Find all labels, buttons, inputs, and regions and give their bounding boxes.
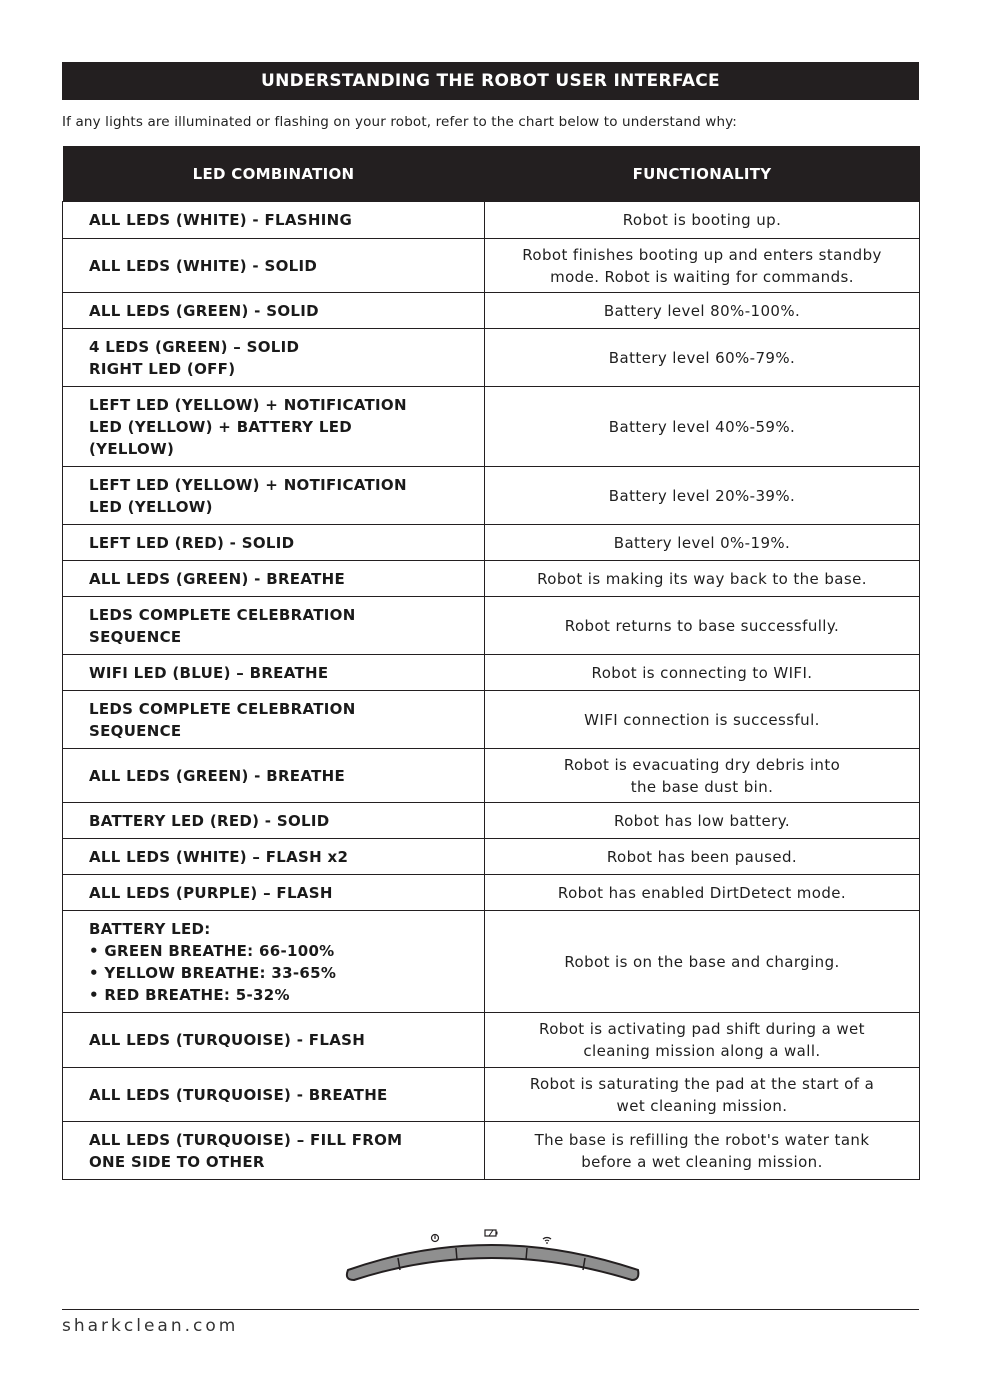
functionality-line: Robot is connecting to WIFI. <box>591 663 813 682</box>
led-combination-line: • RED BREATHE: 5-32% <box>89 985 290 1004</box>
led-combination-cell <box>63 655 485 691</box>
functionality-cell <box>485 561 920 597</box>
led-combination-line: • GREEN BREATHE: 66-100% <box>89 941 335 960</box>
functionality-cell <box>485 803 920 839</box>
functionality-cell <box>485 691 920 749</box>
bumper-led-strip <box>347 1245 639 1280</box>
led-combination-line: ONE SIDE TO OTHER <box>89 1152 265 1171</box>
functionality-line: Robot has low battery. <box>613 811 791 830</box>
functionality-line: Robot has enabled DirtDetect mode. <box>557 883 847 902</box>
functionality-cell <box>485 525 920 561</box>
functionality-cell <box>485 202 920 239</box>
led-combination-line: RIGHT LED (OFF) <box>89 359 236 378</box>
functionality-cell <box>485 655 920 691</box>
led-combination-cell <box>63 561 485 597</box>
wifi-icon <box>543 1237 551 1243</box>
led-combination-cell <box>63 803 485 839</box>
led-combination-cell <box>63 1013 485 1068</box>
table-row <box>63 1068 920 1122</box>
led-combination-line: ALL LEDS (GREEN) - SOLID <box>89 301 319 320</box>
functionality-line: mode. Robot is waiting for commands. <box>550 267 854 286</box>
functionality-line: Robot is activating pad shift during a wet <box>539 1020 865 1038</box>
functionality-cell <box>485 1068 920 1122</box>
functionality-line: WIFI connection is successful. <box>584 710 820 729</box>
functionality-cell <box>485 597 920 655</box>
led-combination-line: ALL LEDS (TURQUOISE) – FILL FROM <box>89 1130 403 1149</box>
functionality-line: Robot has been paused. <box>606 847 798 866</box>
led-combination-cell <box>63 293 485 329</box>
functionality-cell <box>485 839 920 875</box>
table-row <box>63 655 920 691</box>
column-header-functionality: FUNCTIONALITY <box>485 146 920 202</box>
functionality-cell <box>485 1013 920 1068</box>
intro-text: If any lights are illuminated or flashing on your robot, refer to the chart below to understand why: <box>62 114 738 130</box>
led-combination-line: BATTERY LED (RED) - SOLID <box>89 811 330 830</box>
functionality-line: Robot is saturating the pad at the start of a <box>529 1074 875 1093</box>
led-combination-cell <box>63 525 485 561</box>
led-combination-cell <box>63 202 485 239</box>
functionality-line: Robot is making its way back to the base. <box>537 569 867 588</box>
column-header-led-combination: LED COMBINATION <box>63 146 485 202</box>
functionality-cell <box>485 875 920 911</box>
table-row <box>63 387 920 467</box>
table-row <box>63 467 920 525</box>
led-combination-line: SEQUENCE <box>89 721 182 740</box>
functionality-line: Robot is evacuating dry debris into <box>563 755 841 774</box>
footer-divider <box>62 1309 919 1310</box>
functionality-line: Robot finishes booting up and enters standby <box>522 245 882 264</box>
functionality-cell <box>485 329 920 387</box>
led-combination-line: ALL LEDS (GREEN) - BREATHE <box>89 569 346 588</box>
table-row <box>63 1122 920 1180</box>
functionality-line: cleaning mission along a wall. <box>583 1042 821 1060</box>
functionality-line: Robot is booting up. <box>622 211 782 229</box>
table-row <box>63 597 920 655</box>
battery-icon <box>485 1230 498 1236</box>
functionality-cell <box>485 911 920 1013</box>
led-combination-line: ALL LEDS (GREEN) - BREATHE <box>89 766 346 785</box>
table-row <box>63 911 920 1013</box>
functionality-line: Battery level 20%-39%. <box>608 486 796 505</box>
functionality-line: Battery level 60%-79%. <box>608 348 796 367</box>
led-combination-line: ALL LEDS (WHITE) - FLASHING <box>89 211 353 229</box>
led-combination-cell <box>63 875 485 911</box>
led-combination-line: 4 LEDS (GREEN) – SOLID <box>89 337 300 356</box>
led-combination-line: LEDS COMPLETE CELEBRATION <box>89 699 356 718</box>
led-combination-cell <box>63 467 485 525</box>
led-combination-cell <box>63 329 485 387</box>
table-row <box>63 1013 920 1068</box>
led-combination-line: LEFT LED (YELLOW) + NOTIFICATION <box>89 475 407 494</box>
table-row <box>63 329 920 387</box>
table-row <box>63 875 920 911</box>
functionality-cell <box>485 387 920 467</box>
functionality-line: before a wet cleaning mission. <box>581 1152 823 1171</box>
led-combination-line: LEFT LED (RED) - SOLID <box>89 533 295 552</box>
led-combination-line: ALL LEDS (WHITE) – FLASH x2 <box>89 847 349 866</box>
functionality-line: the base dust bin. <box>630 777 774 796</box>
functionality-cell <box>485 467 920 525</box>
table-row <box>63 239 920 293</box>
page-title: UNDERSTANDING THE ROBOT USER INTERFACE <box>62 62 919 100</box>
table-row <box>63 691 920 749</box>
table-row <box>63 293 920 329</box>
led-combination-line: WIFI LED (BLUE) – BREATHE <box>89 663 329 682</box>
led-combination-line: (YELLOW) <box>89 439 175 458</box>
led-combination-line: SEQUENCE <box>89 627 182 646</box>
robot-bumper-led-graphic <box>340 1222 646 1292</box>
led-combination-cell <box>63 597 485 655</box>
table-row <box>63 202 920 239</box>
led-combination-line: LEDS COMPLETE CELEBRATION <box>89 605 356 624</box>
functionality-cell <box>485 293 920 329</box>
led-combination-cell <box>63 749 485 803</box>
led-combination-cell <box>63 839 485 875</box>
led-combination-line: ALL LEDS (WHITE) - SOLID <box>89 256 318 275</box>
footer-website: sharkclean.com <box>62 1316 239 1336</box>
functionality-line: wet cleaning mission. <box>616 1096 788 1115</box>
led-combination-line: LED (YELLOW) <box>89 497 213 516</box>
functionality-line: The base is refilling the robot's water tank <box>534 1130 870 1149</box>
functionality-line: Robot returns to base successfully. <box>564 616 840 635</box>
functionality-line: Battery level 40%-59%. <box>608 417 796 436</box>
led-combination-line: • YELLOW BREATHE: 33-65% <box>89 963 337 982</box>
led-combination-cell <box>63 239 485 293</box>
table-row <box>63 839 920 875</box>
led-combination-line: LEFT LED (YELLOW) + NOTIFICATION <box>89 395 407 414</box>
table-row <box>63 561 920 597</box>
table-row <box>63 803 920 839</box>
led-table <box>62 146 920 1180</box>
functionality-cell <box>485 1122 920 1180</box>
led-combination-line: BATTERY LED: <box>89 919 211 938</box>
led-combination-cell <box>63 911 485 1013</box>
functionality-line: Battery level 0%-19%. <box>613 533 791 552</box>
led-combination-cell <box>63 691 485 749</box>
power-icon <box>432 1235 439 1242</box>
table-row <box>63 749 920 803</box>
functionality-cell <box>485 749 920 803</box>
led-combination-line: ALL LEDS (TURQUOISE) - BREATHE <box>89 1085 388 1104</box>
led-combination-cell <box>63 1068 485 1122</box>
led-combination-line: LED (YELLOW) + BATTERY LED <box>89 417 352 436</box>
table-row <box>63 525 920 561</box>
led-combination-line: ALL LEDS (TURQUOISE) - FLASH <box>89 1031 366 1049</box>
functionality-line: Robot is on the base and charging. <box>564 952 840 971</box>
led-combination-cell <box>63 387 485 467</box>
functionality-line: Battery level 80%-100%. <box>603 301 801 320</box>
led-combination-cell <box>63 1122 485 1180</box>
functionality-cell <box>485 239 920 293</box>
led-combination-line: ALL LEDS (PURPLE) – FLASH <box>89 883 333 902</box>
